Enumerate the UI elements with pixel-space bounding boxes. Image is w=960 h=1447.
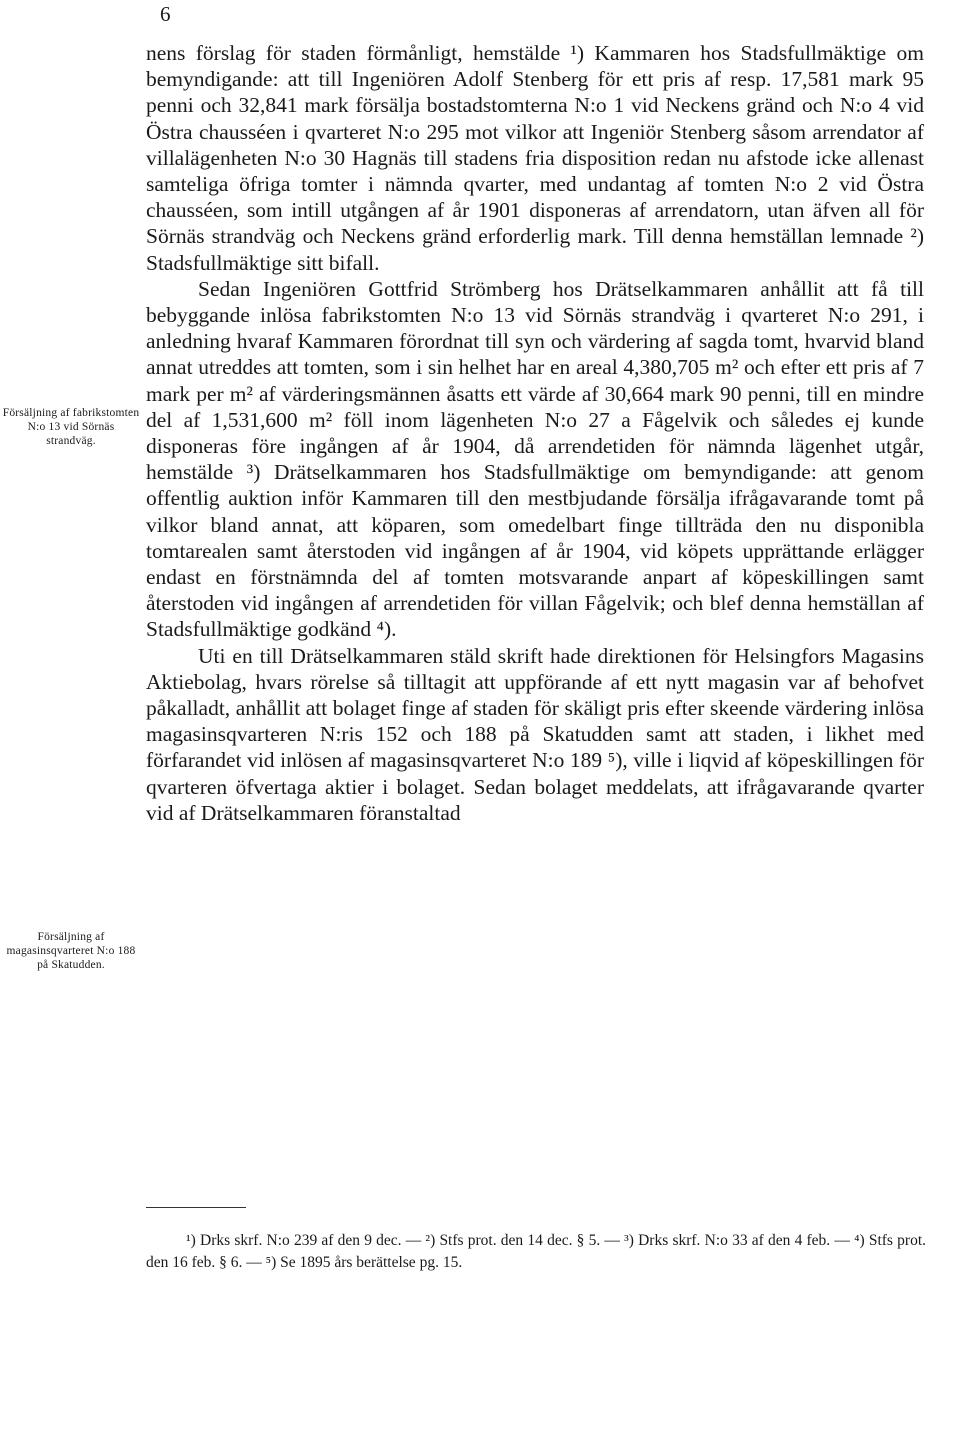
body-text bbox=[146, 40, 924, 826]
paragraph-magasins-aktiebolag: Uti en till Drätselkammaren stäld skrift hade direktionen för Helsingfors Magasins Aktiebolag, hvars rörelse så tilltagit att uppförande af ett nytt magasin var af behofvet påkalladt, anhållit att bolaget finge af staden för skäligt pris efter skeende värdering inlösa magasinsqvarteren N:ris 152 och 188 på Skatudden samt att staden, i likhet med förfarandet vid inlösen af magasinsqvarteret N:o 189 ⁵), ville i liqvid af köpeskillingen för qvarteren öfvertaga aktier i bolaget. Sedan bolaget meddelats, att ifrågavarande qvarter vid af Drätselkammaren föranstaltad bbox=[146, 643, 924, 825]
margin-note-magasinsqvarteret: Försäljning af magasinsqvarteret N:o 188 på Skatudden. bbox=[6, 931, 136, 971]
footnotes bbox=[146, 1230, 926, 1274]
page-number: 6 bbox=[160, 2, 171, 26]
footnote-divider bbox=[146, 1207, 246, 1208]
paragraph-stromberg: Sedan Ingeniören Gottfrid Strömberg hos Drätselkammaren anhållit att få till bebyggande inlösa fabrikstomten N:o 13 vid Sörnäs strandväg i qvarteret N:o 291, i anledning hvaraf Kammaren förordnat till syn och värdering af sagda tomt, hvarvid bland annat utreddes att tomten, som i sin helhet har en areal 4,380,705 m² och efter ett pris af 7 mark per m² af värderingsmännen åsatts ett värde af 30,664 mark 90 penni, till en mindre del af 1,531,600 m² föll inom lägenheten N:o 27 a Fågelvik och således ej kunde disponeras före ingången af år 1904, då arrendetiden för nämnda lägenhet utgår, hemstälde ³) Drätselkammaren hos Stadsfullmäktige om bemyndigande: att genom offentlig auktion inför Kammaren till den mestbjudande försälja ifrågavarande tomt på vilkor bland annat, att köparen, som omedelbart finge tillträda den nu disponibla tomtarealen samt återstoden vid ingången af år 1904, vid köpets upprättande erlägger endast en förstnämnda del af tomten motsvarande anpart af köpeskillingen samt återstoden vid ingången af arrendetiden för villan Fågelvik; och blef denna hemställan af Stadsfullmäktige godkänd ⁴). bbox=[146, 276, 924, 642]
footnote-text: ¹) Drks skrf. N:o 239 af den 9 dec. — ²) Stfs prot. den 14 dec. § 5. — ³) Drks skrf. N:o 33 af den 4 feb. — ⁴) Stfs prot. den 16 feb. § 6. — ⁵) Se 1895 års berättelse pg. 15. bbox=[146, 1232, 926, 1271]
margin-note-fabrikstomten: Försäljning af fabrikstomten N:o 13 vid Sörnäs strandväg. bbox=[2, 407, 140, 447]
paragraph-continued: nens förslag för staden förmånligt, hemstälde ¹) Kammaren hos Stadsfullmäktige om bemyndigande: att till Ingeniören Adolf Stenberg för ett pris af resp. 17,581 mark 95 penni och 32,841 mark försälja bostadstomterna N:o 1 vid Neckens gränd och N:o 4 vid Östra chausséen i qvarteret N:o 295 mot vilkor att Ingeniör Stenberg såsom arrendator af villalägenheten N:o 30 Hagnäs till stadens fria disposition redan nu afstode icke allenast samteliga öfriga tomter i nämnda qvarter, med undantag af tomten N:o 2 vid Östra chausséen, som intill utgången af år 1901 disponeras af arrendatorn, utan äfven all för Sörnäs strandväg och Neckens gränd erforderlig mark. Till denna hemställan lemnade ²) Stadsfullmäktige sitt bifall. bbox=[146, 41, 924, 275]
